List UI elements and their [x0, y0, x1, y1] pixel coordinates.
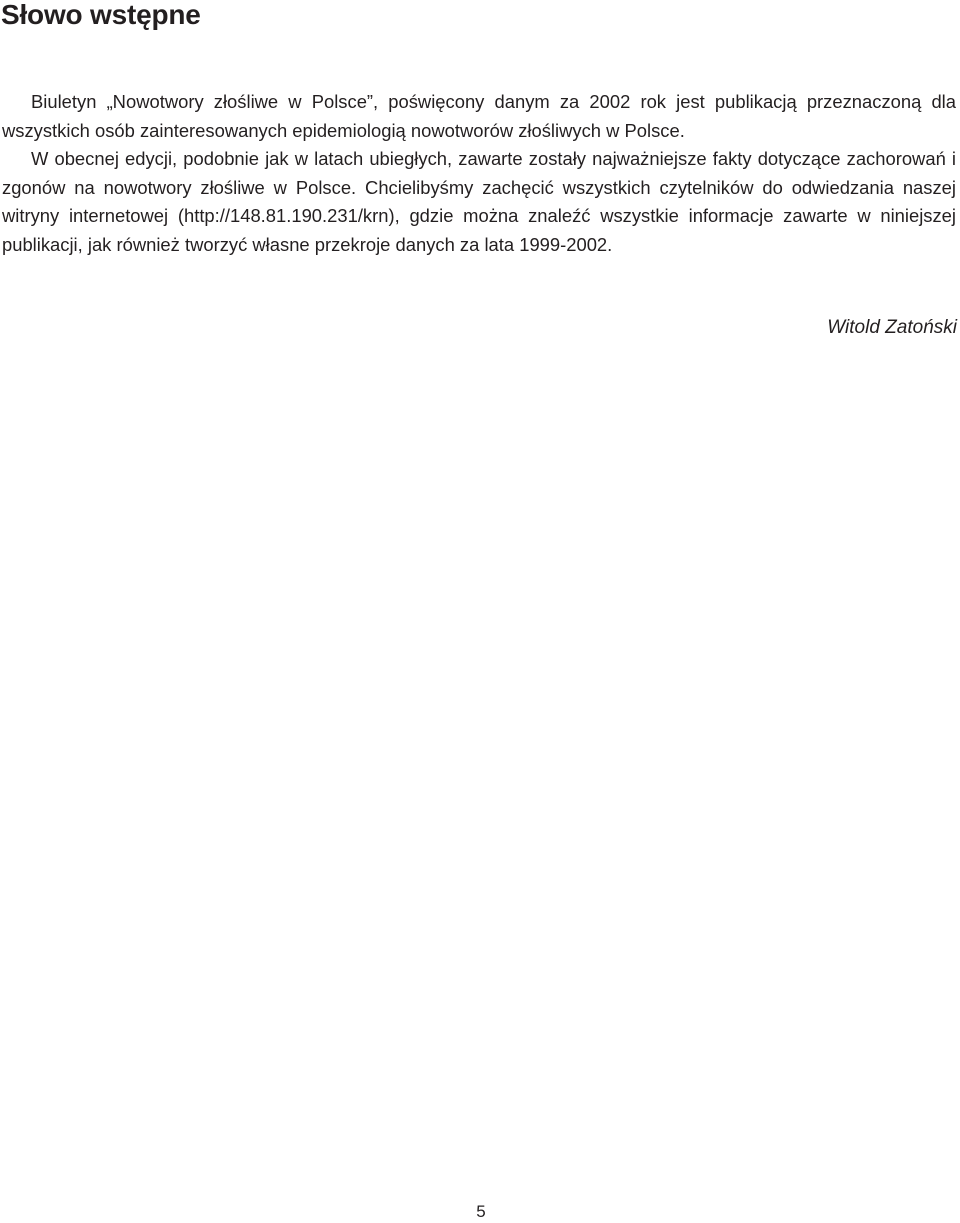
page-number: 5: [476, 1202, 486, 1221]
paragraph-main: W obecnej edycji, podobnie jak w latach ubiegłych, zawarte zostały najważniejsze fakty dotyczące zachorowań i zgonów na nowotwory złośliwe w Polsce. Chcielibyśmy zachęcić wszystkich czytelników do odwiedzania naszej witryny internetowej (http://148.81.190.231/krn), gdzie można znaleźć wszystkie informacje zawarte w niniejszej publikacji, jak również tworzyć własne przekroje danych za lata 1999-2002.: [2, 148, 956, 255]
paragraph-intro: Biuletyn „Nowotwory złośliwe w Polsce”, poświęcony danym za 2002 rok jest publikacją przeznaczoną dla wszystkich osób zainteresowanych epidemiologią nowotworów złośliwych w Polsce.: [2, 91, 956, 141]
body-text: [2, 88, 956, 259]
author-signature: Witold Zatoński: [827, 317, 957, 338]
page-title: Słowo wstępne: [1, 0, 201, 30]
